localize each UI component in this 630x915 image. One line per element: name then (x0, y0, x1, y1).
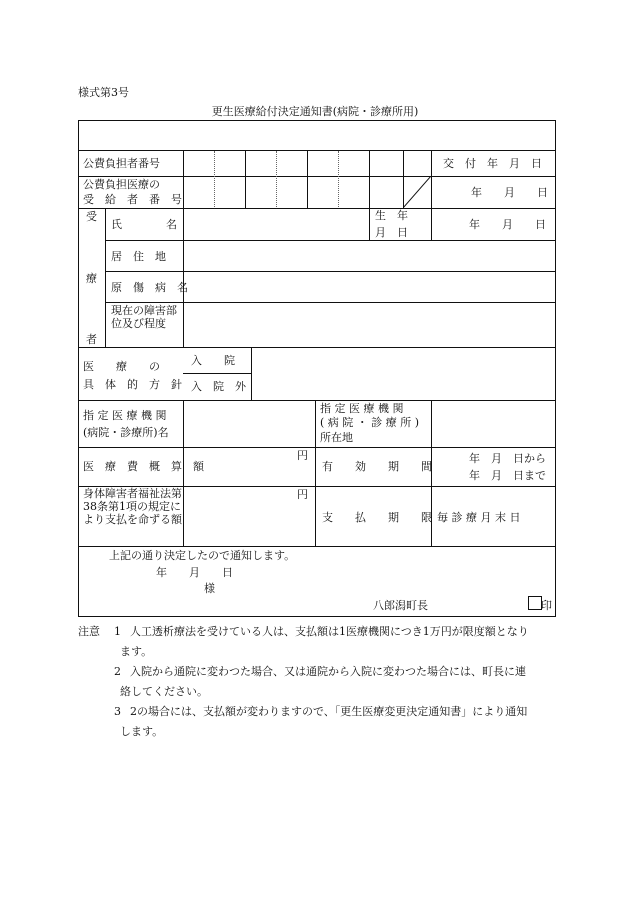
rule (79, 208, 555, 209)
payment-deadline-label: 支 払 期 限 (322, 511, 432, 524)
note-2-continued: 絡してください。 (120, 685, 208, 698)
inpatient-label: 入 院 (191, 354, 235, 367)
recipient-number-label-1: 公費負担医療の (83, 178, 160, 191)
recipient-number-label-2: 受 給 者 番 号 (83, 193, 182, 206)
recipient-number-date: 年 月 日 (471, 186, 548, 199)
issue-date-label: 交 付 年 月 日 (443, 157, 542, 170)
note-3 (78, 702, 558, 722)
form-number: 様式第3号 (78, 86, 129, 99)
policy-label-2: 具 体 的 方 針 (83, 378, 182, 391)
institution-name-label-1: 指 定 医 療 機 関 (83, 409, 167, 422)
recipient-char-2: 療 (86, 272, 97, 285)
payment-deadline-value: 毎 診 療 月 末 日 (437, 511, 521, 524)
public-payer-number-label: 公費負担者番号 (83, 157, 160, 170)
notes-label: 注意 (78, 625, 100, 638)
rule (183, 400, 184, 546)
rule (183, 208, 184, 347)
address-label: 居 住 地 (111, 250, 166, 263)
rule (105, 208, 106, 347)
seal-box (528, 596, 542, 610)
institution-name-label-2: (病院・診療所)名 (83, 426, 169, 439)
note-1 (78, 622, 558, 642)
notice-date: 年 月 日 (156, 566, 233, 579)
rule (315, 400, 316, 546)
policy-label-1: 医 療 の (83, 360, 160, 373)
birth-label-2: 月 日 (375, 226, 408, 239)
document-title: 更生医療給付決定通知書(病院・診療所用) (211, 105, 419, 118)
cost-estimate-label: 医 療 費 概 算 額 (83, 460, 204, 473)
notice-text: 上記の通り決定したので通知します。 (109, 549, 296, 562)
rule (105, 240, 555, 241)
digit-divider (276, 151, 277, 207)
rule (79, 447, 555, 448)
note-text: 入院から通院に変わつた場合、又は通院から入院に変わつた場合には、町長に連 (130, 665, 526, 678)
recipient-char-3: 者 (86, 333, 97, 346)
rule (431, 400, 432, 546)
note-number: 1 (114, 625, 121, 638)
recipient-char-1: 受 (86, 210, 97, 223)
diagonal-slash (403, 176, 431, 208)
validity-label: 有 効 期 間 (322, 460, 432, 473)
note-1-continued: ます。 (120, 645, 153, 658)
name-label: 氏 名 (111, 218, 177, 231)
rule (79, 176, 555, 177)
notification-form (78, 120, 556, 617)
disability-label: 現在の障害部位及び程度 (111, 304, 177, 330)
rule (251, 347, 252, 400)
institution-location-label-1: 指 定 医 療 機 関 (320, 402, 404, 415)
cost-yen-unit: 円 (297, 449, 308, 462)
valid-from: 年 月 日から (469, 452, 546, 465)
rule (79, 347, 555, 348)
rule (369, 150, 370, 208)
valid-to: 年 月 日まで (469, 469, 546, 482)
notes-section (78, 622, 558, 742)
note-text: 人工透析療法を受けている人は、支払額は1医療機関につき1万円が限度額となり (130, 625, 529, 638)
note-number: 3 (114, 705, 121, 718)
seal-mark: 印 (541, 599, 552, 612)
disease-label: 原 傷 病 名 (111, 281, 188, 294)
rule (307, 150, 308, 208)
rule (105, 271, 555, 272)
rule (369, 208, 370, 240)
birth-label-1: 生 年 (375, 209, 408, 222)
note-number: 2 (114, 665, 121, 678)
rule (105, 302, 555, 303)
birth-date: 年 月 日 (469, 218, 546, 231)
note-3-continued: します。 (120, 725, 164, 738)
rule (183, 373, 251, 374)
welfare-payment-label: 身体障害者福祉法第38条第1項の規定により支払を命ずる額 (83, 487, 182, 526)
mayor-title: 八郎潟町長 (373, 599, 428, 612)
institution-location-label-3: 所在地 (320, 431, 353, 444)
rule (245, 150, 246, 208)
rule (183, 150, 184, 208)
addressee-suffix: 様 (204, 582, 215, 595)
institution-location-label-2: ( 病 院 ・ 診 療 所 ) (320, 416, 420, 429)
welfare-yen-unit: 円 (297, 488, 308, 501)
rule (431, 150, 432, 240)
rule (79, 400, 555, 401)
rule (79, 150, 555, 151)
note-text: 2の場合には、支払額が変わりますので、「更生医療変更決定通知書」により通知 (130, 705, 528, 718)
digit-divider (214, 151, 215, 207)
outpatient-label: 入 院 外 (191, 380, 246, 393)
digit-divider (338, 151, 339, 207)
note-2 (78, 662, 558, 682)
rule (79, 546, 555, 547)
